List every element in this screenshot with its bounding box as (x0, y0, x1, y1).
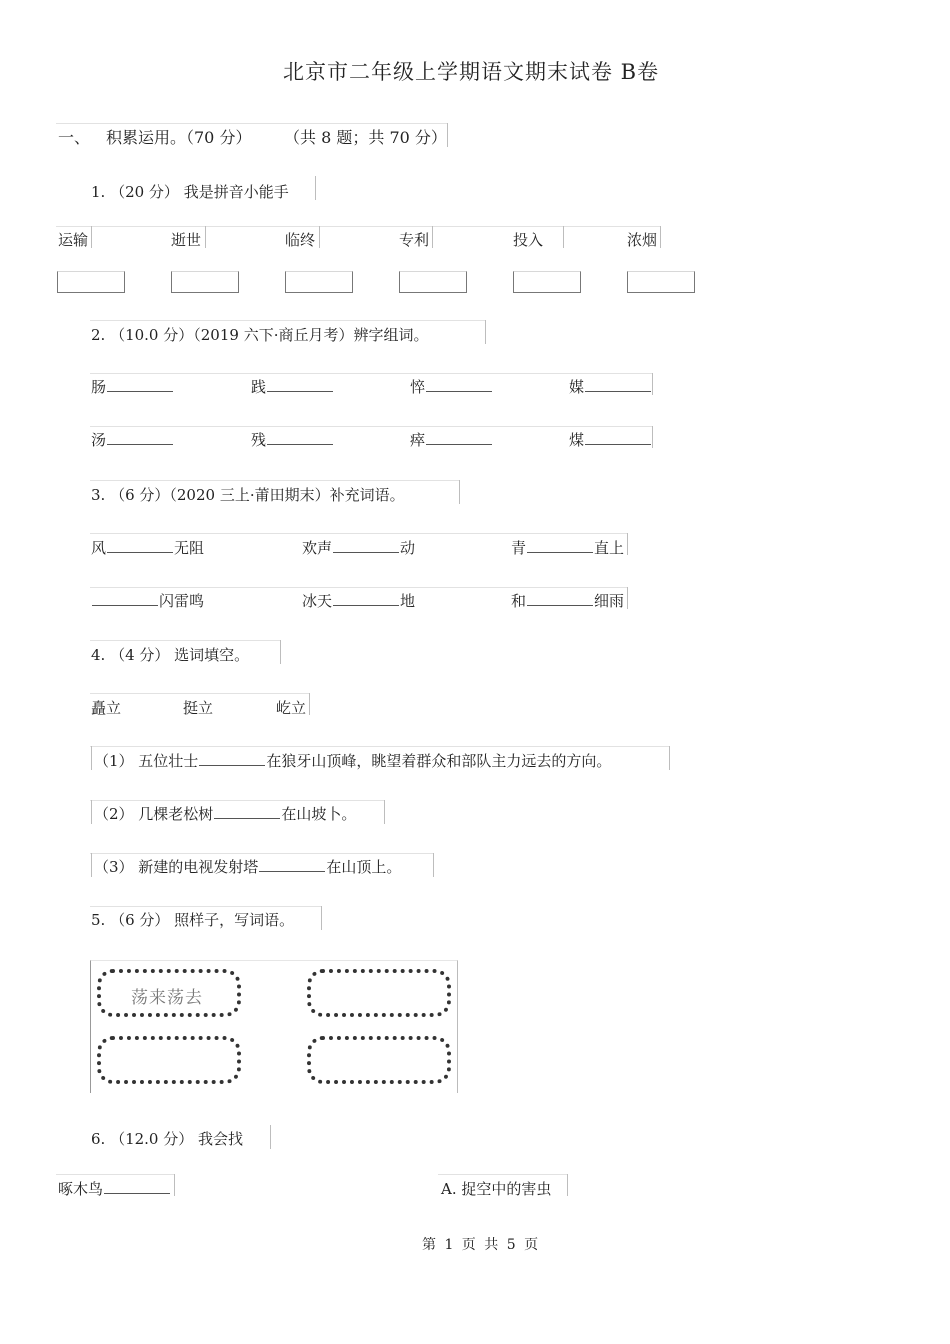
q2-header: 2. （10.0 分）（2019 六下·商丘月考）辨字组词。 (91, 326, 429, 344)
q4-item-edge (669, 746, 670, 770)
q1-word: 投入 (513, 231, 544, 249)
q2-item: 肠 (91, 376, 174, 397)
q1-answer-box[interactable] (513, 271, 581, 293)
q6-header: 6. （12.0 分） 我会找 (91, 1130, 244, 1148)
answer-word-frame[interactable] (97, 1036, 241, 1084)
q2-row-rule (90, 426, 653, 427)
q4-item-rule (90, 800, 385, 801)
q2-row-rule (90, 373, 653, 374)
q4-item-edge (384, 800, 385, 824)
q1-answer-box[interactable] (285, 271, 353, 293)
q3-item: 闪雷鸣 (91, 590, 204, 611)
q1-edge (315, 176, 316, 200)
q2-rule (90, 320, 486, 321)
q2-row-edge (652, 373, 653, 395)
q1-word-edge (432, 226, 433, 248)
answer-word-frame[interactable] (307, 1036, 451, 1084)
answer-word-frame[interactable] (307, 969, 451, 1017)
section-edge (447, 123, 448, 147)
q3-edge (459, 480, 460, 504)
q6-edge (270, 1125, 271, 1149)
q4-header: 4. （4 分） 选词填空。 (91, 646, 250, 664)
q3-row-rule (90, 587, 628, 588)
q2-item: 悴 (410, 376, 493, 397)
q1-word: 浓烟 (627, 231, 658, 249)
q3-item: 欢声 动 (302, 539, 416, 557)
q3-item: 冰天 地 (302, 592, 416, 610)
q2-item: 践 (251, 376, 334, 397)
q2-row-edge (652, 426, 653, 448)
q4-options-edge (309, 693, 310, 715)
q3-header: 3. （6 分）（2020 三上·莆田期末）补充词语。 (91, 486, 405, 504)
q5-edge (321, 906, 322, 930)
q1-answer-box[interactable] (399, 271, 467, 293)
q1-word-edge (660, 226, 661, 248)
q2-item: 媒 (569, 376, 652, 397)
q1-word: 逝世 (171, 231, 202, 249)
q6-row-edge (174, 1174, 175, 1196)
section-meta: （共 8 题；共 70 分） (284, 128, 447, 147)
q3-item: 风 无阻 (91, 539, 205, 557)
q3-item: 青 直上 (511, 539, 625, 557)
page-footer: 第 1 页 共 5 页 (422, 1237, 541, 1253)
q3-row-edge (627, 587, 628, 609)
q4-options-rule (90, 693, 309, 694)
q3-item: 和 细雨 (511, 592, 625, 610)
q1-word-edge (91, 226, 92, 248)
q4-item-edge (91, 800, 92, 824)
q1-answer-box[interactable] (627, 271, 695, 293)
q3-row-rule (90, 533, 628, 534)
q6-row-edge (567, 1174, 568, 1196)
q1-word-edge (319, 226, 320, 248)
q4-item-rule (90, 853, 434, 854)
q1-words-rule (56, 226, 660, 227)
section-number: 一、 (58, 128, 91, 147)
q2-item: 煤 (569, 429, 652, 450)
q3-rule (90, 480, 460, 481)
page-title: 北京市二年级上学期语文期末试卷 B卷 (283, 60, 660, 84)
q4-item: （2） 几棵老松树 在山坡卜。 (94, 805, 357, 823)
q1-header: 1. （20 分） 我是拼音小能手 (91, 183, 289, 201)
q1-word: 专利 (399, 231, 430, 249)
q4-item-edge (433, 853, 434, 877)
q4-rule (90, 640, 280, 641)
q4-item: （3） 新建的电视发射塔 在山顶上。 (94, 858, 402, 876)
q6-left-item: 啄木鸟 (58, 1178, 171, 1199)
q4-option: 屹立 (276, 699, 307, 717)
q3-row-edge (627, 533, 628, 555)
q1-word-edge (563, 226, 564, 248)
q4-item-edge (91, 853, 92, 877)
q1-word-edge (205, 226, 206, 248)
q2-edge (485, 320, 486, 344)
q4-option: 矗立 (91, 699, 122, 717)
q2-item: 残 (251, 429, 334, 450)
section-label: 积累运用。（70 分） (106, 128, 252, 147)
q4-edge (280, 640, 281, 664)
q4-item: （1） 五位壮士 在狼牙山顶峰，眺望着群众和部队主力远去的方向。 (94, 752, 612, 770)
example-word: 荡来荡去 (131, 988, 203, 1008)
q2-item: 瘁 (410, 429, 493, 450)
q4-item-edge (91, 746, 92, 770)
q6-option-a: A. 捉空中的害虫 (441, 1180, 552, 1198)
q6-row-rule (56, 1174, 175, 1175)
section-rule (56, 123, 448, 124)
q5-header: 5. （6 分） 照样子，写词语。 (91, 911, 295, 929)
q4-option: 挺立 (183, 699, 214, 717)
q5-rule (90, 906, 321, 907)
q6-row-rule (438, 1174, 568, 1175)
q2-item: 汤 (91, 429, 174, 450)
q1-answer-box[interactable] (171, 271, 239, 293)
q4-item-rule (90, 746, 670, 747)
q1-word: 运输 (58, 231, 89, 249)
q1-answer-box[interactable] (57, 271, 125, 293)
q1-word: 临终 (285, 231, 316, 249)
q5-figure (90, 960, 458, 1093)
